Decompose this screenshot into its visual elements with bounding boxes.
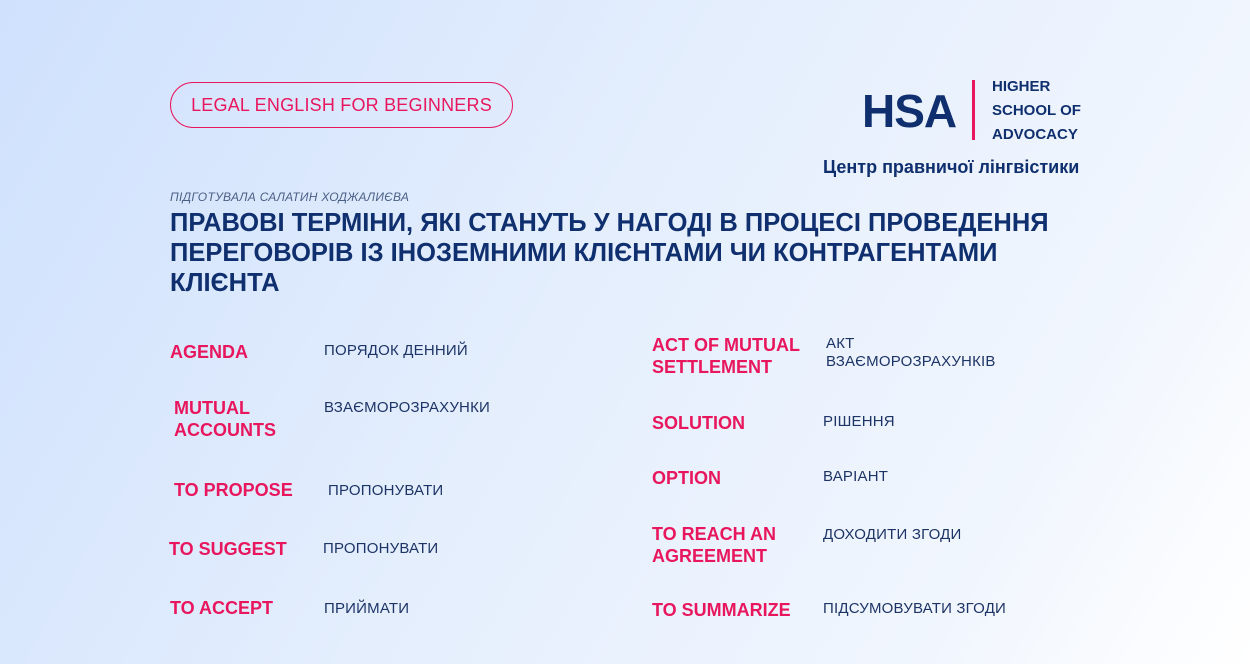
term-to-suggest: TO SUGGEST <box>169 539 287 559</box>
course-badge: LEGAL ENGLISH FOR BEGINNERS <box>170 82 513 128</box>
term-agenda: AGENDA <box>170 342 249 362</box>
term-act-of-mutual-settlement: ACT OF MUTUAL SETTLEMENT <box>652 335 800 377</box>
translation-solution: РІШЕННЯ <box>823 413 895 430</box>
logo-mark: HSA <box>862 85 957 137</box>
hsa-logo <box>860 78 1082 144</box>
translation-agenda: ПОРЯДОК ДЕННИЙ <box>324 342 468 359</box>
translation-to-propose: ПРОПОНУВАТИ <box>328 482 444 499</box>
translation-act-of-mutual-settlement: АКТ ВЗАЄМОРОЗРАХУНКІВ <box>826 335 996 370</box>
translation-to-summarize: ПІДСУМОВУВАТИ ЗГОДИ <box>823 600 1007 617</box>
page-title: ПРАВОВІ ТЕРМІНИ, ЯКІ СТАНУТЬ У НАГОДІ В ПРОЦЕСІ ПРОВЕДЕННЯ ПЕРЕГОВОРІВ ІЗ ІНОЗЕМНИМИ КЛІЄНТАМИ ЧИ КОНТРАГЕНТАМИ КЛІЄНТА <box>170 209 1049 297</box>
translation-to-accept: ПРИЙМАТИ <box>324 600 410 617</box>
author-credit: ПІДГОТУВАЛА САЛАТИН ХОДЖАЛИЄВА <box>170 190 410 204</box>
translation-mutual-accounts: ВЗАЄМОРОЗРАХУНКИ <box>324 399 491 416</box>
translation-to-reach-an-agreement: ДОХОДИТИ ЗГОДИ <box>823 526 962 543</box>
logo-line-1: HIGHER <box>992 78 1051 95</box>
logo-line-3: ADVOCACY <box>992 126 1078 143</box>
term-to-accept: TO ACCEPT <box>170 598 274 618</box>
term-to-summarize: TO SUMMARIZE <box>652 600 791 620</box>
term-option: OPTION <box>652 468 722 488</box>
logo-line-2: SCHOOL OF <box>992 102 1081 119</box>
logo-divider <box>972 80 975 140</box>
term-to-propose: TO PROPOSE <box>174 480 293 500</box>
term-mutual-accounts: MUTUAL ACCOUNTS <box>174 398 276 440</box>
center-name: Центр правничої лінгвістики <box>823 157 1080 177</box>
term-solution: SOLUTION <box>652 413 745 433</box>
translation-option: ВАРІАНТ <box>823 468 889 485</box>
translation-to-suggest: ПРОПОНУВАТИ <box>323 540 439 557</box>
term-to-reach-an-agreement: TO REACH AN AGREEMENT <box>652 524 777 566</box>
